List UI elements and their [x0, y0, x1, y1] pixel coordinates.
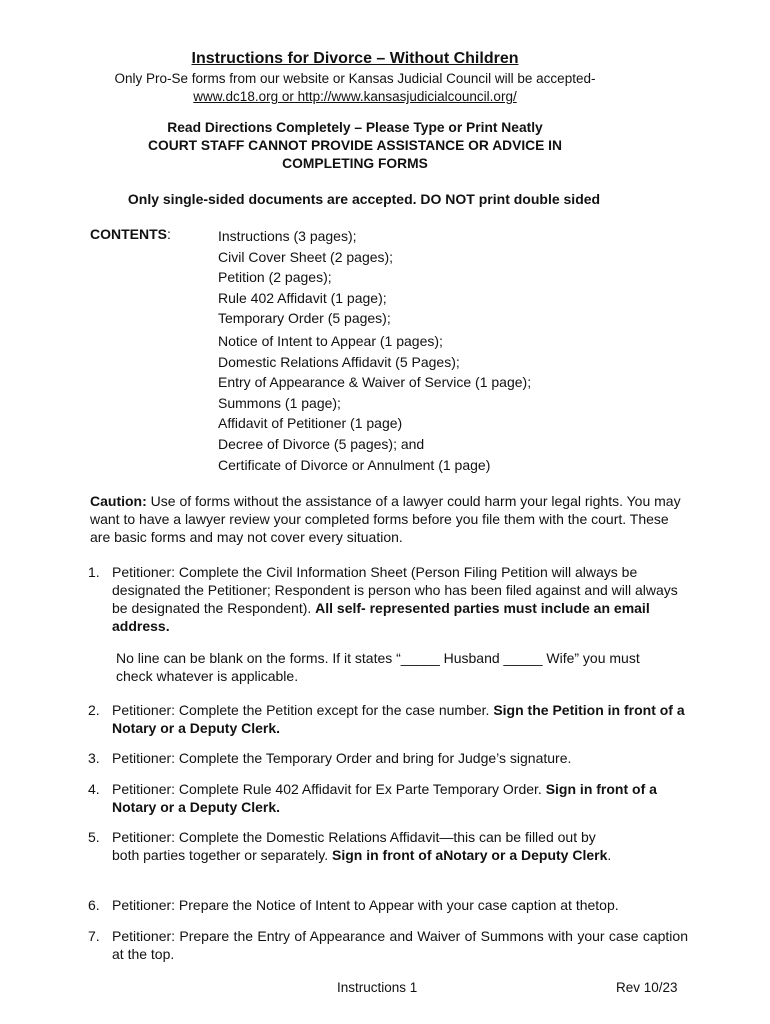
step-plain-text: Petitioner: Complete the Civil Information Sheet (Person Filing Petition will always be designated the Petitioner; Respondent is person who has been filed against and will always be designated the Respondent). [112, 564, 678, 616]
step-number: 6. [88, 897, 100, 913]
step-2 [88, 701, 688, 737]
footer-page-label: Instructions 1 [337, 980, 418, 995]
accepted-forms-note: Only Pro-Se forms from our website or Kansas Judicial Council will be accepted- [114, 71, 596, 86]
staff-warning-line-2: COMPLETING FORMS [282, 156, 428, 171]
footer-revision: Rev 10/23 [616, 980, 678, 995]
step-text [112, 780, 688, 816]
contents-list [218, 226, 531, 475]
contents-item: Petition (2 pages); [218, 269, 332, 286]
step-plain-text: Petitioner: Prepare the Notice of Intent to Appear with your case caption at thetop. [112, 897, 619, 913]
step-text [112, 701, 688, 737]
step-after-text: . [607, 847, 612, 863]
step-bold-text: Sign in front of a Notary or a Deputy Clerk. [112, 781, 657, 815]
website-links[interactable]: www.dc18.org or http://www.kansasjudicialcouncil.org/ [193, 89, 517, 104]
page-title: Instructions for Divorce – Without Children [191, 50, 519, 67]
step-1 [88, 563, 688, 635]
contents-item: Civil Cover Sheet (2 pages); [218, 248, 394, 265]
caution-paragraph [90, 492, 690, 546]
contents-item: Rule 402 Affidavit (1 page); [218, 289, 387, 306]
step-5 [88, 828, 688, 864]
step-4 [88, 780, 688, 816]
contents-item: Summons (1 page); [218, 394, 341, 411]
step-number: 7. [88, 928, 100, 944]
step-number: 3. [88, 750, 100, 766]
step-6 [88, 896, 688, 914]
step-text [112, 927, 688, 963]
contents-colon: : [167, 226, 171, 242]
step-text [112, 749, 688, 767]
step-number: 5. [88, 829, 100, 845]
step-bold-text: Sign in front of aNotary or a Deputy Clerk [331, 847, 608, 863]
contents-item: Temporary Order (5 pages); [218, 310, 391, 327]
directions-line: Read Directions Completely – Please Type or Print Neatly [167, 120, 543, 135]
step-text [112, 563, 688, 635]
caution-text: Use of forms without the assistance of a lawyer could harm your legal rights. You may want to have a lawyer review your completed forms before you file them with the court. These are basic forms and may not cover every situation. [90, 493, 681, 545]
step-text [112, 828, 622, 864]
step-bold-text: Sign the Petition in front of a Notary or a Deputy Clerk. [112, 702, 685, 736]
caution-label: Caution: [90, 493, 147, 509]
contents-item: Certificate of Divorce or Annulment (1 page) [218, 456, 491, 473]
contents-label [90, 226, 171, 242]
contents-item: Notice of Intent to Appear (1 pages); [218, 332, 443, 349]
step-plain-text: Petitioner: Complete the Domestic Relations Affidavit—this can be filled out by both parties together or separately. [112, 829, 596, 863]
contents-item: Domestic Relations Affidavit (5 Pages); [218, 353, 460, 370]
blank-line-note: No line can be blank on the forms. If it states “_____ Husband _____ Wife” you must check whatever is applicable. [116, 650, 640, 684]
step-text [112, 896, 688, 914]
contents-label-text: CONTENTS [90, 226, 167, 242]
contents-item: Instructions (3 pages); [218, 228, 357, 244]
step-plain-text: Petitioner: Complete the Temporary Order and bring for Judge’s signature. [112, 750, 572, 766]
contents-item: Decree of Divorce (5 pages); and [218, 435, 425, 452]
step-plain-text: Petitioner: Complete Rule 402 Affidavit for Ex Parte Temporary Order. [112, 781, 546, 797]
step-plain-text: Petitioner: Complete the Petition except for the case number. [112, 702, 494, 718]
contents-item: Entry of Appearance & Waiver of Service (1 page); [218, 374, 532, 391]
single-sided-notice: Only single-sided documents are accepted. DO NOT print double sided [127, 191, 601, 207]
step-7 [88, 927, 688, 963]
step-plain-text: Petitioner: Prepare the Entry of Appearance and Waiver of Summons with your case caption at the top. [112, 928, 688, 962]
step-number: 4. [88, 781, 100, 797]
step-number: 2. [88, 702, 100, 718]
step-bold-text: All self- represented parties must include an email address. [112, 600, 650, 634]
step-3 [88, 749, 688, 767]
step-number: 1. [88, 564, 100, 580]
staff-warning-line-1: COURT STAFF CANNOT PROVIDE ASSISTANCE OR ADVICE IN [148, 138, 562, 153]
contents-item: Affidavit of Petitioner (1 page) [218, 415, 403, 432]
